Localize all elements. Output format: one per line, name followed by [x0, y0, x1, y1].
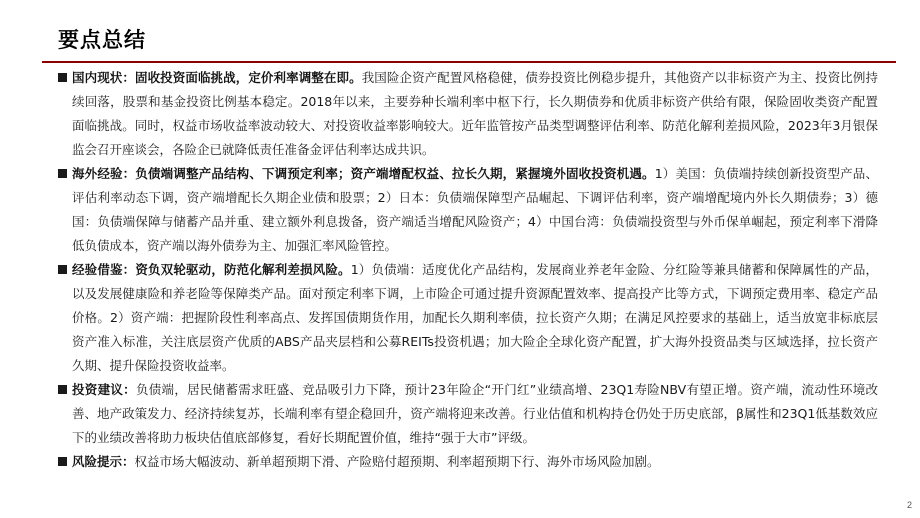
- section-domestic: [58, 66, 878, 162]
- section-body: 1）负债端：适度优化产品结构，发展商业养老年金险、分红险等兼具储蓄和保障属性的产品，以及发展健康险和养老险等保障类产品。面对预定利率下调，上市险企可通过提升资源配置效率、提高投产比等方式，下调预定费用率、稳定产品价格。2）资产端：把握阶段性利率高点、发挥国债期货作用，加配长久期利率债，拉长资产久期；在满足风控要求的基础上，适当放宽非标底层资产准入标准，关注底层资产优质的ABS产品夹层档和公募REITs投资机遇；加大险企全球化资产配置，扩大海外投资品类与区域选择，拉长资产久期、提升保险投资收益率。: [72, 262, 878, 373]
- section-lead: 风险提示：: [72, 454, 135, 469]
- section-overseas: [58, 162, 878, 258]
- section-body: 权益市场大幅波动、新单超预期下滑、产险赔付超预期、利率超预期下行、海外市场风险加剧。: [134, 454, 660, 469]
- section-lessons: [58, 258, 878, 378]
- section-lead: 海外经验：负债端调整产品结构、下调预定利率；资产端增配权益、拉长久期，紧握境外固收投资机遇。: [72, 166, 655, 181]
- page-number: 2: [906, 500, 912, 510]
- section-body: 我国险企资产配置风格稳健，债券投资比例稳步提升，其他资产以非标资产为主、投资比例持续回落，股票和基金投资比例基本稳定。2018年以来，主要券种长端利率中枢下行，长久期债券和优质非标资产供给有限，保险固收类资产配置面临挑战。同时，权益市场收益率波动较大、对投资收益率影响较大。近年监管按产品类型调整评估利率、防范化解利差损风险，2023年3月银保监会召开座谈会，各险企已就降低责任准备金评估利率达成共识。: [72, 70, 878, 157]
- title-divider: [42, 61, 896, 63]
- bullet-square-icon: [58, 169, 67, 178]
- bullet-square-icon: [58, 73, 67, 82]
- section-lead: 经验借鉴：资负双轮驱动，防范化解利差损风险。: [72, 262, 351, 277]
- section-investment: [58, 378, 878, 450]
- bullet-square-icon: [58, 265, 67, 274]
- section-body: 负债端，居民储蓄需求旺盛、竞品吸引力下降，预计23年险企“开门红”业绩高增、23Q1寿险NBV有望正增。资产端，流动性环境改善、地产政策发力、经济持续复苏，长端利率有望企稳回升，资产端将迎来改善。行业估值和机构持仓仍处于历史底部，β属性和23Q1低基数效应下的业绩改善将助力板块估值底部修复，看好长期配置价值，维持“强于大市”评级。: [72, 382, 878, 445]
- bullet-square-icon: [58, 457, 67, 466]
- bullet-square-icon: [58, 385, 67, 394]
- section-lead: 投资建议：: [72, 382, 136, 397]
- section-body: 1）美国：负债端持续创新投资型产品、评估利率动态下调，资产端增配长久期企业债和股票；2）日本：负债端保障型产品崛起、下调评估利率，资产端增配境内外长久期债券；3）德国：负债端保障与储蓄产品并重、建立额外利息拨备，资产端适当增配风险资产；4）中国台湾：负债端投资型与外币保单崛起，预定利率下滑降低负债成本，资产端以海外债券为主、加强汇率风险管控。: [72, 166, 878, 253]
- section-lead: 国内现状：固收投资面临挑战，定价利率调整在即。: [72, 70, 362, 85]
- page-title: 要点总结: [58, 28, 146, 52]
- summary-content: [58, 66, 878, 474]
- section-risk: [58, 450, 878, 474]
